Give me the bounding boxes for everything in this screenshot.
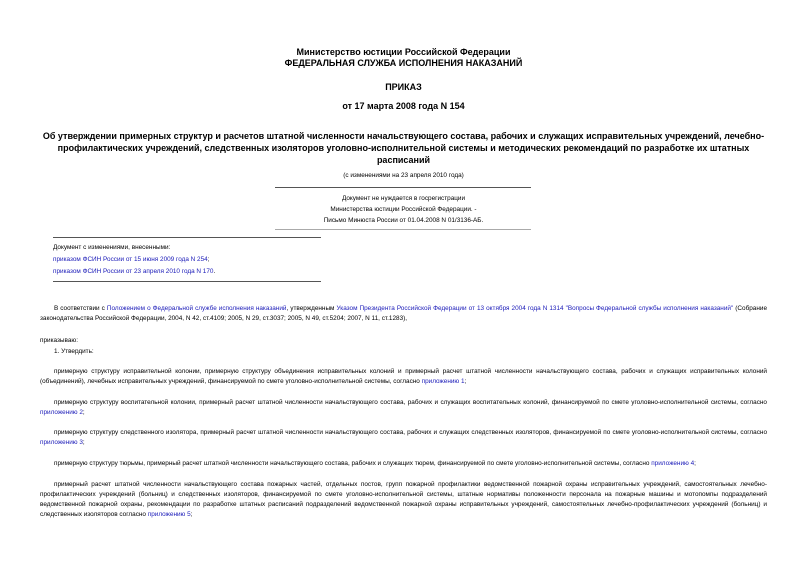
service-name: ФЕДЕРАЛЬНАЯ СЛУЖБА ИСПОЛНЕНИЯ НАКАЗАНИЙ: [284, 58, 523, 68]
divider: [53, 237, 321, 238]
link-presidential-decree[interactable]: Указом Президента Российской Федерации от 13 октября 2004 года N 1314 "Вопросы Федеральной службы исполнения наказаний": [336, 305, 734, 312]
changes-link-2009[interactable]: приказом ФСИН России от 15 июня 2009 года N 254: [53, 256, 208, 263]
appendix-paragraph: [40, 480, 767, 520]
appendix-paragraph: [40, 398, 767, 418]
registration-line: Документ не нуждается в госрегистрации: [341, 195, 466, 202]
changes-separator: ;: [207, 256, 210, 263]
document-type: ПРИКАЗ: [385, 82, 422, 92]
paragraph-text: примерный расчет штатной численности начальствующего состава пожарных частей, отдельных постов, групп пожарной профилактики ведомственной пожарной охраны исправительных учреждений, самостоятельных лечебно-профилактических учреждений (больниц) и следственных изоляторов, финансируемой по смете уголовно-исполнительной системы, штатные нормативы положенности персонала на пожарные машины и мотопомпы подразделений ведомственной пожарной охраны, рекомендации по разработке штатных расписаний подразделений ведомственной пожарной охраны исправительных учреждений, самостоятельных лечебно-профилактических учреждений (больниц) и следственных изоляторов согласно: [40, 481, 767, 518]
document-title: [40, 130, 767, 166]
title-line: профилактических учреждений, следственных изоляторов уголовно-исполнительной системы и методических рекомендаций по разработке их штатных: [57, 143, 750, 153]
intro-text: В соответствии с: [54, 305, 107, 312]
link-regulation[interactable]: Положением о Федеральной службе исполнения наказаний: [106, 305, 287, 312]
intro-paragraph: [40, 304, 767, 324]
paragraph-tail: ;: [190, 511, 193, 518]
appendix-paragraph: [40, 367, 767, 387]
divider: [275, 187, 531, 188]
appendix-paragraph: [40, 428, 767, 448]
order-word: приказываю:: [40, 337, 78, 344]
paragraph-text: примерную структуру исправительной колонии, примерную структуру объединения исправительных колоний и примерный расчет штатной численности начальствующего состава, рабочих и служащих исправительных колоний (объединений), лечебных исправительных учреждений, финансируемой по смете уголовно-исполнительной системы, согласно: [40, 368, 767, 385]
divider: [53, 281, 321, 282]
appendix-paragraph: [40, 459, 767, 469]
registration-line: Письмо Минюста России от 01.04.2008 N 01/3136-АБ.: [323, 217, 484, 224]
intro-text: , утвержденным: [286, 305, 337, 312]
paragraph-tail: ;: [464, 378, 467, 385]
paragraph-text: примерную структуру следственного изолятора, примерный расчет штатной численности начальствующего состава, рабочих и служащих следственных изоляторов, финансируемой по смете уголовно-исполнительной системы, согласно: [54, 429, 767, 436]
link-appendix-1[interactable]: приложению 1: [421, 378, 465, 385]
amendment-note: (с изменениями на 23 апреля 2010 года): [343, 172, 464, 179]
registration-note: [0, 193, 807, 226]
title-line: Об утверждении примерных структур и расчетов штатной численности начальствующего состава, рабочих и служащих исправительных учреждений, лечебно-: [42, 131, 765, 141]
changes-link-2010[interactable]: приказом ФСИН России от 23 апреля 2010 года N 170: [53, 268, 214, 275]
divider: [275, 229, 531, 230]
registration-line: Министерства юстиции Российской Федерации. -: [330, 206, 477, 213]
link-appendix-4[interactable]: приложению 4: [651, 460, 695, 467]
title-line: расписаний: [376, 155, 431, 165]
paragraph-tail: ;: [694, 460, 696, 467]
document-date-number: от 17 марта 2008 года N 154: [342, 101, 465, 111]
paragraph-text: примерную структуру воспитательной колонии, примерный расчет штатной численности начальствующего состава, рабочих и служащих воспитательных колоний, финансируемой по смете уголовно-исполнительной системы, согласно: [54, 399, 767, 406]
paragraph-tail: ;: [82, 409, 85, 416]
link-appendix-2[interactable]: приложению 2: [40, 409, 83, 416]
paragraph-text: примерную структуру тюрьмы, примерный расчет штатной численности начальствующего состава, рабочих и служащих тюрем, финансируемой по смете уголовно-исполнительной системы, согласно: [54, 460, 652, 467]
changes-block: [53, 242, 215, 278]
ministry-name: Министерство юстиции Российской Федерации: [296, 47, 511, 57]
link-appendix-5[interactable]: приложению 5: [147, 511, 191, 518]
item-1-heading: 1. Утвердить:: [54, 348, 94, 355]
paragraph-tail: ;: [82, 439, 85, 446]
link-appendix-3[interactable]: приложению 3: [40, 439, 83, 446]
changes-label: Документ с изменениями, внесенными:: [53, 244, 171, 251]
intro-text: (Собрание законодательства Российской Федерации, 2004, N 42, ст.4109; 2005, N 29, ст.3037; 2005, N 49, ст.5204; 2007, N 11, ст.1283),: [40, 305, 767, 322]
changes-separator: .: [213, 268, 216, 275]
